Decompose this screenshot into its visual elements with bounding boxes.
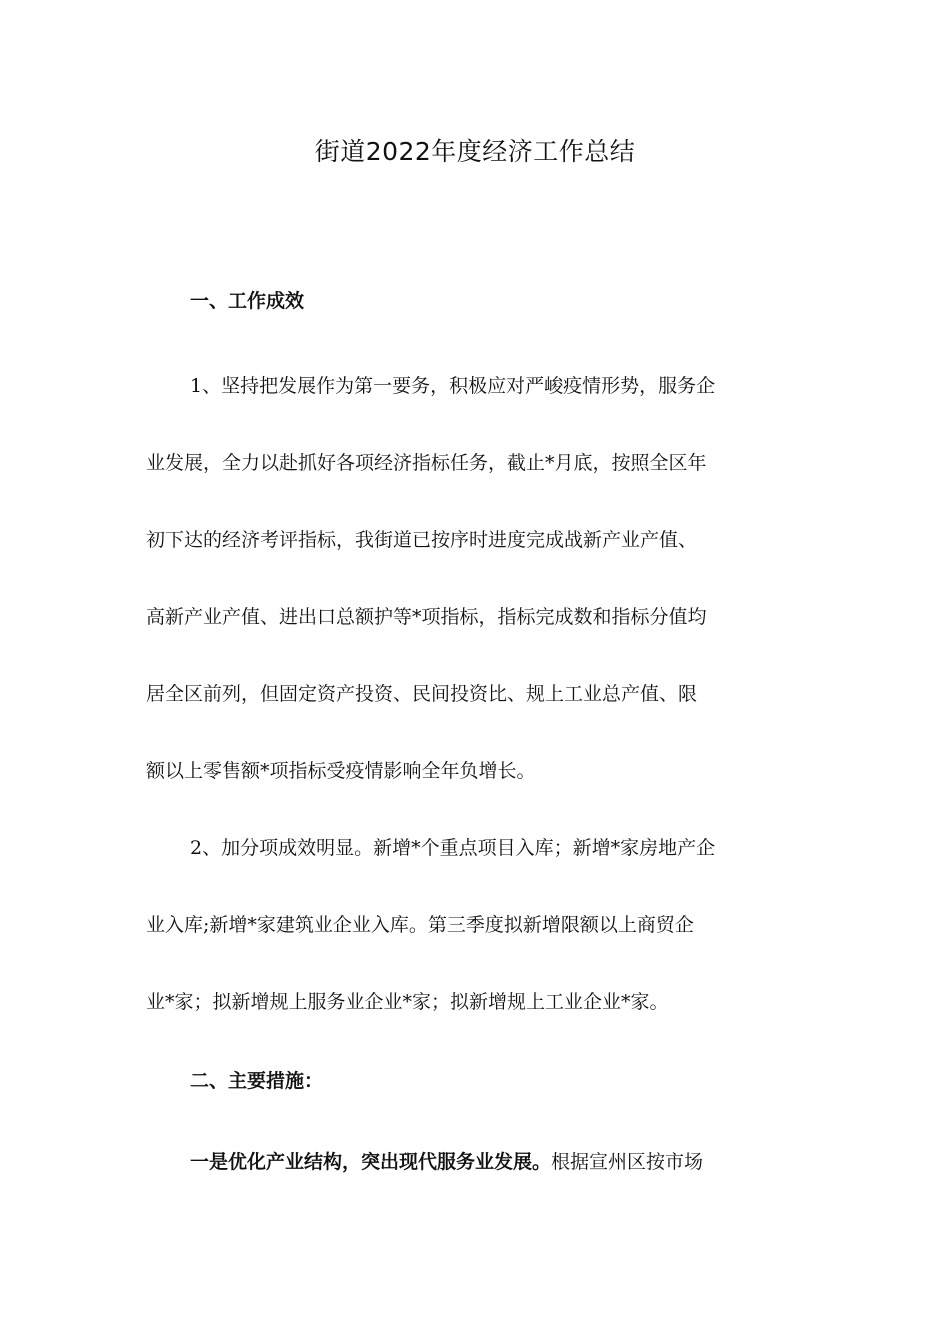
section-heading-achievements: 一、工作成效 [190,290,305,312]
paragraph-line: 业*家；拟新增规上服务业企业*家；拟新增规上工业企业*家。 [146,991,669,1013]
paragraph-line: 初下达的经济考评指标，我街道已按序时进度完成战新产业产值、 [146,529,698,551]
paragraph-line: 高新产业产值、进出口总额护等*项指标，指标完成数和指标分值均 [146,606,707,628]
paragraph-line: 额以上零售额*项指标受疫情影响全年负增长。 [146,760,536,782]
section-heading-measures: 二、主要措施： [190,1070,324,1092]
paragraph-line: 业入库;新增*家建筑业企业入库。第三季度拟新增限额以上商贸企 [146,914,694,936]
paragraph-line: 业发展，全力以赴抓好各项经济指标任务，截止*月底，按照全区年 [146,452,707,474]
measure-body-text: 根据宣州区按市场 [551,1151,704,1173]
paragraph-line: 居全区前列，但固定资产投资、民间投资比、规上工业总产值、限 [146,683,698,705]
document-title: 街道2022年度经济工作总结 [314,137,636,166]
measure-lead-text: 一是优化产业结构，突出现代服务业发展。 [190,1151,552,1173]
paragraph-line: 1、坚持把发展作为第一要务，积极应对严峻疫情形势，服务企 [190,375,716,397]
paragraph-line: 2、加分项成效明显。新增*个重点项目入库；新增*家房地产企 [190,837,716,859]
paragraph-line [190,1147,703,1177]
